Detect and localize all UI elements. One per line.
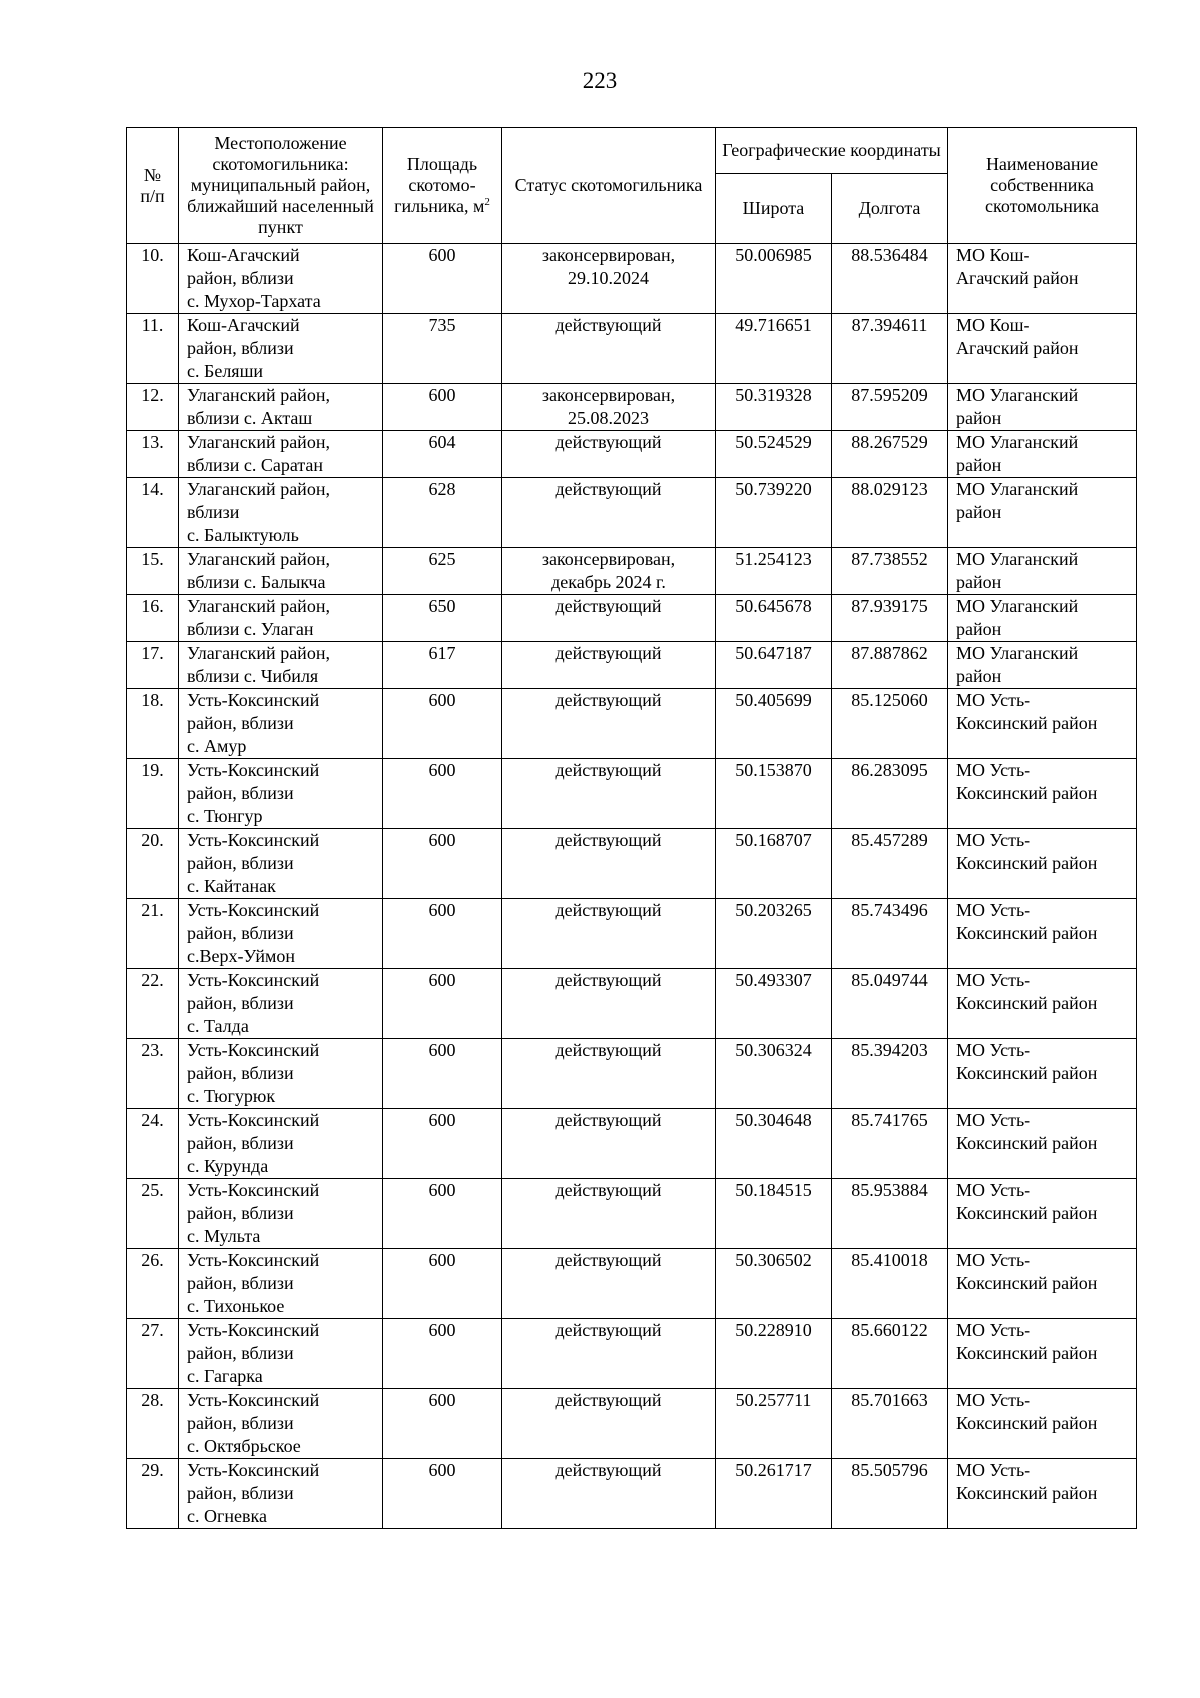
cell-area: 600	[383, 384, 502, 431]
cell-owner-line: Коксинский район	[956, 783, 1098, 803]
cell-area: 600	[383, 1109, 502, 1179]
cell-location-line: район, вблизи	[187, 338, 294, 358]
cell-status-line: действующий	[555, 1320, 662, 1340]
cell-location-line: с.Верх-Уймон	[187, 946, 295, 966]
cell-owner	[948, 1389, 1137, 1459]
cell-status-line: действующий	[555, 1390, 662, 1410]
table-row	[127, 1039, 1137, 1109]
cell-longitude: 85.049744	[832, 969, 948, 1039]
table-row	[127, 384, 1137, 431]
table-body	[127, 244, 1137, 1529]
cell-owner	[948, 1319, 1137, 1389]
cell-location	[179, 689, 383, 759]
cell-location	[179, 899, 383, 969]
table-row	[127, 1319, 1137, 1389]
cell-longitude: 85.505796	[832, 1459, 948, 1529]
cell-latitude: 50.405699	[716, 689, 832, 759]
cell-area: 628	[383, 478, 502, 548]
cell-status	[502, 689, 716, 759]
table-row	[127, 1389, 1137, 1459]
cell-number: 24.	[127, 1109, 179, 1179]
cell-area: 650	[383, 595, 502, 642]
cell-status-line: действующий	[555, 643, 662, 663]
cell-status-line: действующий	[555, 760, 662, 780]
cell-number: 15.	[127, 548, 179, 595]
cell-owner	[948, 1109, 1137, 1179]
cell-status	[502, 829, 716, 899]
cell-owner	[948, 244, 1137, 314]
cell-location-line: Улаганский район,	[187, 432, 330, 452]
table-row	[127, 1109, 1137, 1179]
cell-status	[502, 1179, 716, 1249]
cell-owner-line: МО Усть-	[956, 830, 1031, 850]
cell-area: 600	[383, 1389, 502, 1459]
cell-owner-line: МО Усть-	[956, 970, 1031, 990]
cell-status	[502, 1249, 716, 1319]
cell-owner-line: МО Улаганский	[956, 549, 1079, 569]
cell-owner	[948, 642, 1137, 689]
cell-location	[179, 642, 383, 689]
cell-owner	[948, 595, 1137, 642]
cell-number: 27.	[127, 1319, 179, 1389]
cell-area: 600	[383, 759, 502, 829]
cell-owner-line: Агачский район	[956, 338, 1079, 358]
cell-status-line: действующий	[555, 690, 662, 710]
cell-owner	[948, 431, 1137, 478]
cell-longitude: 87.939175	[832, 595, 948, 642]
cell-latitude: 50.257711	[716, 1389, 832, 1459]
cell-location	[179, 759, 383, 829]
cell-latitude: 50.153870	[716, 759, 832, 829]
cell-owner-line: район	[956, 408, 1002, 428]
cell-location-line: Кош-Агачский	[187, 315, 300, 335]
cell-location-line: район, вблизи	[187, 713, 294, 733]
cell-status-line: 25.08.2023	[568, 408, 649, 428]
cell-owner-line: район	[956, 619, 1002, 639]
cell-location-line: Усть-Коксинский	[187, 830, 320, 850]
cell-owner-line: Коксинский район	[956, 1063, 1098, 1083]
cell-location-line: с. Амур	[187, 736, 247, 756]
table-row	[127, 899, 1137, 969]
cell-status	[502, 431, 716, 478]
cell-location	[179, 314, 383, 384]
cell-location-line: с. Гагарка	[187, 1366, 263, 1386]
cell-location-line: Усть-Коксинский	[187, 760, 320, 780]
cell-location-line: Усть-Коксинский	[187, 690, 320, 710]
cell-longitude: 85.125060	[832, 689, 948, 759]
table-row	[127, 1459, 1137, 1529]
cell-location-line: Улаганский район,	[187, 385, 330, 405]
cell-location	[179, 1249, 383, 1319]
cell-latitude: 51.254123	[716, 548, 832, 595]
cell-latitude: 50.006985	[716, 244, 832, 314]
cell-latitude: 49.716651	[716, 314, 832, 384]
cell-location-line: район, вблизи	[187, 1273, 294, 1293]
cell-number: 11.	[127, 314, 179, 384]
table-row	[127, 244, 1137, 314]
cell-longitude: 86.283095	[832, 759, 948, 829]
cell-location	[179, 1179, 383, 1249]
cell-location-line: район, вблизи	[187, 993, 294, 1013]
header-location: Местоположение скотомогильника: муниципальный район, ближайший населенный пункт	[179, 128, 383, 244]
table-row	[127, 759, 1137, 829]
cell-location-line: с. Мухор-Тархата	[187, 291, 321, 311]
cell-area: 600	[383, 1039, 502, 1109]
cell-owner-line: Коксинский район	[956, 993, 1098, 1013]
cell-number: 13.	[127, 431, 179, 478]
cell-longitude: 88.267529	[832, 431, 948, 478]
cell-number: 19.	[127, 759, 179, 829]
cell-location	[179, 1039, 383, 1109]
cell-owner-line: МО Усть-	[956, 1390, 1031, 1410]
cell-latitude: 50.184515	[716, 1179, 832, 1249]
header-area-sup: 2	[484, 196, 490, 208]
cell-location-line: вблизи с. Саратан	[187, 455, 324, 475]
cell-owner	[948, 478, 1137, 548]
cell-status	[502, 548, 716, 595]
cell-status-line: законсервирован,	[541, 245, 676, 265]
cell-owner	[948, 899, 1137, 969]
cell-owner	[948, 314, 1137, 384]
cell-number: 10.	[127, 244, 179, 314]
cell-area: 600	[383, 899, 502, 969]
cell-latitude: 50.319328	[716, 384, 832, 431]
cell-location	[179, 1109, 383, 1179]
cell-location-line: Усть-Коксинский	[187, 1250, 320, 1270]
cell-status-line: законсервирован,	[541, 549, 676, 569]
burial-sites-table	[126, 127, 1137, 1529]
table-header	[127, 128, 1137, 244]
cell-latitude: 50.261717	[716, 1459, 832, 1529]
cell-latitude: 50.228910	[716, 1319, 832, 1389]
cell-owner-line: Коксинский район	[956, 1273, 1098, 1293]
cell-location	[179, 595, 383, 642]
header-number	[127, 128, 179, 244]
cell-location	[179, 1459, 383, 1529]
cell-status-line: действующий	[555, 315, 662, 335]
cell-area: 735	[383, 314, 502, 384]
cell-owner-line: МО Усть-	[956, 760, 1031, 780]
cell-status-line: действующий	[555, 830, 662, 850]
table-row	[127, 969, 1137, 1039]
cell-owner-line: район	[956, 666, 1002, 686]
cell-owner-line: МО Кош-	[956, 315, 1030, 335]
cell-owner-line: МО Улаганский	[956, 432, 1079, 452]
cell-owner	[948, 759, 1137, 829]
cell-longitude: 88.536484	[832, 244, 948, 314]
cell-number: 12.	[127, 384, 179, 431]
cell-number: 18.	[127, 689, 179, 759]
cell-location-line: с. Октябрьское	[187, 1436, 301, 1456]
cell-number: 16.	[127, 595, 179, 642]
header-area-text: Площадь скотомо-гильника, м	[394, 154, 485, 216]
cell-location-line: вблизи с. Чибиля	[187, 666, 319, 686]
cell-location-line: с. Тюнгур	[187, 806, 263, 826]
cell-location-line: Улаганский район,	[187, 596, 330, 616]
cell-location-line: с. Талда	[187, 1016, 249, 1036]
cell-area: 600	[383, 1179, 502, 1249]
header-area	[383, 128, 502, 244]
cell-location	[179, 244, 383, 314]
cell-owner-line: Коксинский район	[956, 1203, 1098, 1223]
cell-owner-line: Коксинский район	[956, 1413, 1098, 1433]
cell-location-line: вблизи с. Балыкча	[187, 572, 326, 592]
table-row	[127, 1179, 1137, 1249]
cell-latitude: 50.306324	[716, 1039, 832, 1109]
cell-owner-line: МО Кош-	[956, 245, 1030, 265]
cell-location-line: район, вблизи	[187, 1133, 294, 1153]
cell-location	[179, 478, 383, 548]
cell-location-line: с. Кайтанак	[187, 876, 276, 896]
cell-status-line: действующий	[555, 1040, 662, 1060]
table-row	[127, 431, 1137, 478]
cell-location	[179, 431, 383, 478]
cell-location-line: Усть-Коксинский	[187, 970, 320, 990]
cell-status	[502, 478, 716, 548]
cell-longitude: 87.595209	[832, 384, 948, 431]
cell-location-line: район, вблизи	[187, 1063, 294, 1083]
cell-location-line: с. Тихонькое	[187, 1296, 285, 1316]
cell-owner-line: МО Усть-	[956, 1460, 1031, 1480]
cell-longitude: 87.887862	[832, 642, 948, 689]
cell-longitude: 85.743496	[832, 899, 948, 969]
table-row	[127, 548, 1137, 595]
cell-location	[179, 1319, 383, 1389]
cell-location-line: Усть-Коксинский	[187, 900, 320, 920]
cell-owner-line: Коксинский район	[956, 923, 1098, 943]
cell-location-line: район, вблизи	[187, 1343, 294, 1363]
cell-owner-line: район	[956, 502, 1002, 522]
cell-location-line: Кош-Агачский	[187, 245, 300, 265]
cell-location-line: вблизи с. Улаган	[187, 619, 314, 639]
cell-longitude: 87.738552	[832, 548, 948, 595]
cell-owner-line: МО Усть-	[956, 900, 1031, 920]
cell-status	[502, 1109, 716, 1179]
cell-owner	[948, 829, 1137, 899]
table-row	[127, 478, 1137, 548]
cell-status	[502, 1389, 716, 1459]
cell-location	[179, 1389, 383, 1459]
cell-owner-line: район	[956, 455, 1002, 475]
cell-owner-line: МО Улаганский	[956, 643, 1079, 663]
cell-location-line: район, вблизи	[187, 1203, 294, 1223]
cell-location-line: район, вблизи	[187, 923, 294, 943]
cell-owner-line: Агачский район	[956, 268, 1079, 288]
cell-number: 23.	[127, 1039, 179, 1109]
cell-location-line: Усть-Коксинский	[187, 1320, 320, 1340]
cell-status-line: законсервирован,	[541, 385, 676, 405]
cell-location	[179, 548, 383, 595]
cell-location-line: с. Курунда	[187, 1156, 269, 1176]
cell-area: 600	[383, 829, 502, 899]
cell-latitude: 50.524529	[716, 431, 832, 478]
table-row	[127, 642, 1137, 689]
cell-status	[502, 384, 716, 431]
cell-status-line: действующий	[555, 1460, 662, 1480]
cell-longitude: 85.410018	[832, 1249, 948, 1319]
cell-longitude: 85.953884	[832, 1179, 948, 1249]
cell-longitude: 85.457289	[832, 829, 948, 899]
page-number: 223	[582, 68, 618, 93]
cell-status	[502, 759, 716, 829]
cell-owner-line: МО Усть-	[956, 690, 1031, 710]
cell-latitude: 50.647187	[716, 642, 832, 689]
cell-owner	[948, 1459, 1137, 1529]
header-latitude: Широта	[716, 174, 832, 244]
cell-status	[502, 595, 716, 642]
cell-number: 14.	[127, 478, 179, 548]
cell-status-line: декабрь 2024 г.	[551, 572, 666, 592]
header-number-line2: п/п	[140, 185, 165, 206]
cell-latitude: 50.168707	[716, 829, 832, 899]
table-row	[127, 595, 1137, 642]
cell-location-line: с. Беляши	[187, 361, 264, 381]
cell-status	[502, 969, 716, 1039]
cell-owner	[948, 1249, 1137, 1319]
cell-status-line: действующий	[555, 1180, 662, 1200]
cell-longitude: 85.394203	[832, 1039, 948, 1109]
cell-owner-line: район	[956, 572, 1002, 592]
cell-number: 26.	[127, 1249, 179, 1319]
cell-location-line: Улаганский район,	[187, 643, 330, 663]
cell-location-line: с. Мульта	[187, 1226, 261, 1246]
cell-location-line: Усть-Коксинский	[187, 1180, 320, 1200]
cell-latitude: 50.203265	[716, 899, 832, 969]
cell-number: 17.	[127, 642, 179, 689]
cell-status	[502, 244, 716, 314]
cell-location-line: Улаганский район,	[187, 549, 330, 569]
cell-number: 28.	[127, 1389, 179, 1459]
cell-owner-line: Коксинский район	[956, 853, 1098, 873]
cell-owner-line: МО Усть-	[956, 1180, 1031, 1200]
header-status: Статус скотомогильника	[502, 128, 716, 244]
cell-location-line: с. Тюгурюк	[187, 1086, 276, 1106]
cell-number: 21.	[127, 899, 179, 969]
header-owner: Наименование собственника скотомольника	[948, 128, 1137, 244]
cell-status	[502, 1039, 716, 1109]
cell-location-line: район, вблизи	[187, 783, 294, 803]
cell-longitude: 85.741765	[832, 1109, 948, 1179]
cell-location-line: Усть-Коксинский	[187, 1390, 320, 1410]
cell-area: 600	[383, 1319, 502, 1389]
cell-number: 22.	[127, 969, 179, 1039]
cell-location-line: вблизи с. Акташ	[187, 408, 313, 428]
cell-status-line: действующий	[555, 1110, 662, 1130]
cell-owner-line: МО Улаганский	[956, 596, 1079, 616]
cell-owner-line: Коксинский район	[956, 1343, 1098, 1363]
cell-latitude: 50.739220	[716, 478, 832, 548]
cell-location-line: Усть-Коксинский	[187, 1110, 320, 1130]
cell-latitude: 50.304648	[716, 1109, 832, 1179]
cell-location-line: Усть-Коксинский	[187, 1460, 320, 1480]
cell-status-line: действующий	[555, 970, 662, 990]
cell-number: 25.	[127, 1179, 179, 1249]
cell-location-line: Улаганский район,	[187, 479, 330, 499]
cell-owner-line: Коксинский район	[956, 1483, 1098, 1503]
cell-location-line: Усть-Коксинский	[187, 1040, 320, 1060]
table-row	[127, 314, 1137, 384]
cell-location-line: вблизи	[187, 502, 240, 522]
cell-owner-line: МО Улаганский	[956, 479, 1079, 499]
cell-longitude: 88.029123	[832, 478, 948, 548]
table-row	[127, 1249, 1137, 1319]
cell-area: 600	[383, 1249, 502, 1319]
cell-owner-line: МО Улаганский	[956, 385, 1079, 405]
cell-status-line: 29.10.2024	[568, 268, 649, 288]
cell-owner	[948, 1179, 1137, 1249]
cell-location-line: район, вблизи	[187, 1413, 294, 1433]
cell-status	[502, 314, 716, 384]
cell-area: 625	[383, 548, 502, 595]
header-longitude: Долгота	[832, 174, 948, 244]
cell-location-line: район, вблизи	[187, 268, 294, 288]
cell-area: 600	[383, 689, 502, 759]
cell-longitude: 85.660122	[832, 1319, 948, 1389]
cell-area: 600	[383, 969, 502, 1039]
cell-number: 29.	[127, 1459, 179, 1529]
cell-area: 600	[383, 1459, 502, 1529]
cell-owner-line: МО Усть-	[956, 1250, 1031, 1270]
cell-status	[502, 1319, 716, 1389]
cell-owner	[948, 384, 1137, 431]
cell-location-line: район, вблизи	[187, 853, 294, 873]
cell-longitude: 85.701663	[832, 1389, 948, 1459]
cell-status-line: действующий	[555, 596, 662, 616]
cell-owner-line: МО Усть-	[956, 1040, 1031, 1060]
cell-owner-line: Коксинский район	[956, 1133, 1098, 1153]
cell-owner-line: Коксинский район	[956, 713, 1098, 733]
cell-status	[502, 642, 716, 689]
cell-area: 604	[383, 431, 502, 478]
cell-owner-line: МО Усть-	[956, 1320, 1031, 1340]
cell-status-line: действующий	[555, 479, 662, 499]
cell-latitude: 50.306502	[716, 1249, 832, 1319]
table-row	[127, 689, 1137, 759]
cell-latitude: 50.645678	[716, 595, 832, 642]
cell-status	[502, 899, 716, 969]
cell-location-line: район, вблизи	[187, 1483, 294, 1503]
cell-owner	[948, 1039, 1137, 1109]
cell-location	[179, 969, 383, 1039]
cell-owner-line: МО Усть-	[956, 1110, 1031, 1130]
cell-owner	[948, 689, 1137, 759]
cell-owner	[948, 548, 1137, 595]
cell-location-line: с. Балыктуюль	[187, 525, 299, 545]
cell-longitude: 87.394611	[832, 314, 948, 384]
cell-location-line: с. Огневка	[187, 1506, 267, 1526]
cell-status-line: действующий	[555, 432, 662, 452]
cell-area: 600	[383, 244, 502, 314]
cell-status	[502, 1459, 716, 1529]
cell-status-line: действующий	[555, 900, 662, 920]
cell-location	[179, 384, 383, 431]
header-number-line1: №	[143, 164, 162, 185]
cell-location	[179, 829, 383, 899]
cell-latitude: 50.493307	[716, 969, 832, 1039]
cell-area: 617	[383, 642, 502, 689]
cell-owner	[948, 969, 1137, 1039]
cell-number: 20.	[127, 829, 179, 899]
header-coordinates: Географические координаты	[716, 128, 948, 174]
table-row	[127, 829, 1137, 899]
cell-status-line: действующий	[555, 1250, 662, 1270]
